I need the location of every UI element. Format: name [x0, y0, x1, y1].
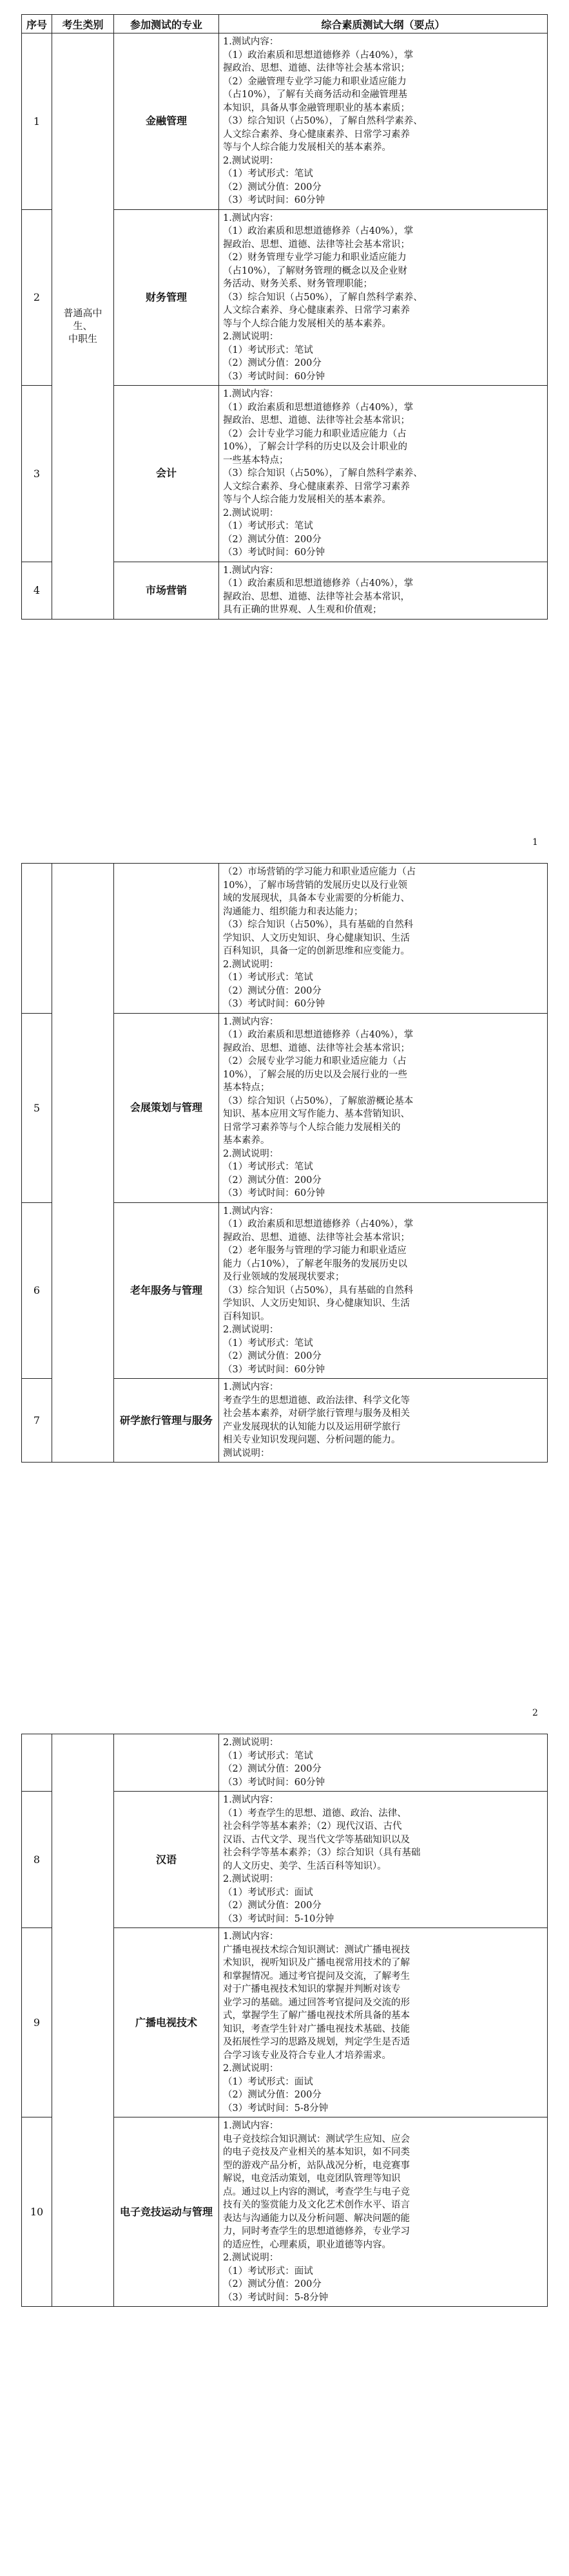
- outline-line: 1.测试内容：: [223, 37, 279, 47]
- outline-line: （3）综合知识（占50%），了解自然科学素养、: [223, 292, 423, 303]
- outline-line: 沟通能力、组织能力和表达能力；: [223, 906, 363, 917]
- outline-line: 相关专业知识发现问题、分析问题的能力。: [223, 1435, 401, 1445]
- outline-line: 1.测试内容：: [223, 1931, 279, 1942]
- outline-line: 本知识，具备从事金融管理职业的基本素质；: [223, 102, 410, 113]
- seq-cell: [22, 864, 52, 1014]
- outline-line: （占10%），了解财务管理的概念以及企业财: [223, 265, 407, 276]
- outline-line: 1.测试内容：: [223, 1016, 279, 1027]
- seq-cell: 4: [22, 562, 52, 619]
- outline-line: 2.测试说明：: [223, 1874, 279, 1884]
- outline-line: 等与个人综合能力发展相关的基本素养。: [223, 318, 391, 329]
- major-cell: 研学旅行管理与服务: [114, 1379, 219, 1463]
- outline-line: （2）市场营销的学习能力和职业适应能力（占: [223, 867, 416, 877]
- outline-line: （3）综合知识（占50%），具有基础的自然科: [223, 1285, 414, 1296]
- outline-line: （3）考试时间：60分钟: [223, 1364, 325, 1375]
- outline-line: （1）考试形式：面试: [223, 2266, 313, 2277]
- outline-line: 及行业领域的发展现状要求；: [223, 1272, 345, 1282]
- outline-line: 务活动、财务关系、财务管理职能；: [223, 279, 372, 289]
- outline-line: 1.测试内容：: [223, 389, 279, 399]
- seq-cell: 9: [22, 1928, 52, 2117]
- outline-line: （3）综合知识（占50%），具有基础的自然科: [223, 920, 414, 930]
- category-label-line: 普通高中: [63, 307, 102, 319]
- outline-cell: [219, 1202, 548, 1379]
- outline-line: 等与个人综合能力发展相关的基本素养。: [223, 495, 391, 505]
- header-outline: 综合素质测试大纲（要点）: [219, 15, 548, 33]
- outline-line: （2）测试分值：200分: [223, 2279, 322, 2289]
- outline-line: （3）考试时间：5-8分钟: [223, 2292, 329, 2303]
- outline-cell: [219, 386, 548, 562]
- outline-line: 10%），了解市场营销的发展历史以及行业领: [223, 880, 407, 891]
- outline-line: 一些基本特点；: [223, 455, 289, 466]
- table-header-row: [22, 15, 548, 33]
- outline-line: （1）考试形式：面试: [223, 2076, 313, 2087]
- outline-line: （3）考试时间：60分钟: [223, 371, 325, 382]
- outline-line: 术知识，视听知识及广播电视常用技术的了解: [223, 1958, 410, 1968]
- outline-line: 对于广播电视技术知识的掌握并判断对该专: [223, 1984, 401, 1994]
- outline-line: （1）考试形式：笔试: [223, 972, 313, 983]
- major-cell: 财务管理: [114, 209, 219, 386]
- outline-line: 1.测试内容：: [223, 1206, 279, 1217]
- outline-line: （3）考试时间：60分钟: [223, 547, 325, 558]
- outline-line: 2.测试说明：: [223, 959, 279, 970]
- outline-line: （2）金融管理专业学习能力和职业适应能力: [223, 76, 407, 87]
- major-cell: 金融管理: [114, 33, 219, 210]
- outline-line: 型的游戏产品分析，站队战况分析，电竞赛事: [223, 2160, 410, 2171]
- outline-line: （1）考试形式：笔试: [223, 1338, 313, 1349]
- outline-line: （1）政治素质和思想道德修养（占40%），掌: [223, 50, 414, 61]
- table-page-3: [21, 1734, 548, 2307]
- outline-line: （3）考试时间：5-8分钟: [223, 2103, 329, 2114]
- outline-line: 2.测试说明：: [223, 507, 279, 518]
- outline-line: 2.测试说明：: [223, 1325, 279, 1335]
- outline-line: （2）测试分值：200分: [223, 985, 322, 996]
- outline-line: 日常学习素养等与个人综合能力发展相关的: [223, 1122, 401, 1133]
- outline-line: 的人文历史、美学、生活百科等知识）。: [223, 1861, 387, 1871]
- outline-line: （2）测试分值：200分: [223, 1175, 322, 1186]
- outline-line: （2）测试分值：200分: [223, 1351, 322, 1361]
- outline-line: （1）政治素质和思想道德修养（占40%），掌: [223, 1030, 414, 1040]
- outline-line: 百科知识。: [223, 1311, 270, 1322]
- outline-line: 1.测试内容：: [223, 565, 279, 576]
- outline-line: 汉语、古代文学、现当代文学等基础知识以及: [223, 1834, 410, 1845]
- major-cell: 老年服务与管理: [114, 1202, 219, 1379]
- outline-line: （占10%），了解有关商务活动和金融管理基: [223, 90, 407, 100]
- outline-line: 具有正确的世界观、人生观和价值观；: [223, 605, 382, 615]
- outline-cell: [219, 1792, 548, 1928]
- table-page-1: [21, 14, 548, 620]
- outline-line: 域的发展现状，具备本专业需要的分析能力、: [223, 893, 410, 904]
- outline-line: 合学习该专业及符合专业人才培养需求。: [223, 2050, 391, 2061]
- outline-line: （1）政治素质和思想道德修养（占40%），掌: [223, 226, 414, 236]
- outline-line: （2）测试分值：200分: [223, 534, 322, 545]
- major-cell: 会展策划与管理: [114, 1013, 219, 1202]
- outline-line: （1）考试形式：笔试: [223, 345, 313, 355]
- outline-line: （1）政治素质和思想道德修养（占40%），掌: [223, 578, 414, 589]
- major-cell: [114, 1734, 219, 1792]
- outline-line: 点。通过以上内容的测试，考查学生与电子竞: [223, 2186, 410, 2197]
- outline-line: （2）测试分值：200分: [223, 358, 322, 368]
- outline-line: 解说，电竞活动策划，电竞团队管理等知识: [223, 2174, 401, 2184]
- major-cell: 市场营销: [114, 562, 219, 619]
- major-cell: 会计: [114, 386, 219, 562]
- outline-line: （3）考试时间：5-10分钟: [223, 1913, 334, 1924]
- outline-line: 2.测试说明：: [223, 1148, 279, 1159]
- table-row: [22, 1734, 548, 1792]
- outline-line: （3）考试时间：60分钟: [223, 1777, 325, 1788]
- outline-line: 学知识、人文历史知识、身心健康知识、生活: [223, 933, 410, 943]
- outline-line: 和掌握情况。通过考官提问及交流，了解考生: [223, 1971, 410, 1982]
- category-label-line: 生、: [73, 320, 93, 332]
- major-cell: [114, 864, 219, 1014]
- outline-line: 力，同时考查学生的思想道德修养，专业学习: [223, 2226, 410, 2237]
- outline-line: 2.测试说明：: [223, 2253, 279, 2263]
- outline-line: （2）测试分值：200分: [223, 1764, 322, 1774]
- outline-line: 2.测试说明：: [223, 1738, 279, 1748]
- outline-line: 1.测试内容：: [223, 2121, 279, 2131]
- table-row: [22, 864, 548, 1014]
- outline-line: 能力（占10%），了解老年服务的发展历史以: [223, 1258, 407, 1269]
- outline-line: （3）考试时间：60分钟: [223, 1188, 325, 1198]
- outline-cell: [219, 1928, 548, 2117]
- outline-cell: [219, 1379, 548, 1463]
- seq-cell: [22, 1734, 52, 1792]
- outline-line: （2）会展专业学习能力和职业适应能力（占: [223, 1056, 407, 1066]
- outline-line: 及拓展性学习的思路及规划，判定学生是否适: [223, 2037, 410, 2047]
- outline-cell: [219, 2117, 548, 2307]
- outline-line: （2）测试分值：200分: [223, 182, 322, 193]
- outline-line: 人文综合素养、身心健康素养、日常学习素养: [223, 129, 410, 140]
- seq-cell: 5: [22, 1013, 52, 1202]
- outline-cell: [219, 562, 548, 619]
- outline-line: 握政治、思想、道德、法律等社会基本常识；: [223, 1232, 410, 1243]
- page-number: 1: [532, 837, 538, 848]
- outline-line: 握政治、思想、道德、法律等社会基本常识；: [223, 1043, 410, 1054]
- outline-line: 1.测试内容：: [223, 1795, 279, 1805]
- outline-line: 握政治、思想、道德、法律等社会基本常识；: [223, 415, 410, 426]
- outline-cell: [219, 33, 548, 210]
- outline-line: 基本素养。: [223, 1135, 270, 1146]
- seq-cell: 7: [22, 1379, 52, 1463]
- outline-line: 测试说明：: [223, 1448, 270, 1459]
- major-cell: 广播电视技术: [114, 1928, 219, 2117]
- category-cell: [52, 33, 114, 620]
- outline-line: 业学习的基础。通过回答考官提问及交流的形: [223, 1997, 410, 2008]
- page-number: 2: [532, 1708, 538, 1718]
- outline-line: （3）综合知识（占50%），了解旅游概论基本: [223, 1095, 414, 1106]
- outline-line: 1.测试内容：: [223, 213, 279, 223]
- seq-cell: 8: [22, 1792, 52, 1928]
- outline-cell: [219, 209, 548, 386]
- seq-cell: 10: [22, 2117, 52, 2307]
- outline-line: （1）考试形式：面试: [223, 1887, 313, 1898]
- outline-line: 10%），了解会计学科的历史以及会计职业的: [223, 442, 407, 452]
- outline-line: （2）财务管理专业学习能力和职业适应能力: [223, 252, 407, 263]
- outline-line: （1）考试形式：笔试: [223, 521, 313, 531]
- seq-cell: 2: [22, 209, 52, 386]
- outline-line: 式，掌握学生了解广播电视技术所具备的基本: [223, 2011, 410, 2021]
- outline-cell: [219, 1734, 548, 1792]
- outline-line: 社会科学等基本素养；（2）现代汉语、古代: [223, 1821, 402, 1832]
- category-cell: [52, 1734, 114, 2307]
- outline-line: （3）综合知识（占50%），了解自然科学素养、: [223, 116, 423, 126]
- header-category: 考生类别: [52, 15, 114, 33]
- outline-line: 社会科学等基本素养；（3）综合知识（具有基础: [223, 1848, 421, 1858]
- outline-line: 基本特点；: [223, 1083, 270, 1093]
- outline-line: 广播电视技术综合知识测试：测试广播电视技: [223, 1944, 410, 1955]
- outline-line: 表达与沟通能力以及分析问题、解决问题的能: [223, 2213, 410, 2224]
- outline-line: 的适应性，心理素质，职业道德等内容。: [223, 2239, 391, 2250]
- outline-line: 2.测试说明：: [223, 2063, 279, 2074]
- outline-line: （1）考试形式：笔试: [223, 169, 313, 179]
- outline-line: 产业发展现状的认知能力以及运用研学旅行: [223, 1421, 401, 1432]
- outline-cell: [219, 864, 548, 1014]
- outline-line: 学知识、人文历史知识、身心健康知识、生活: [223, 1298, 410, 1309]
- outline-line: （1）考查学生的思想、道德、政治、法律、: [223, 1808, 407, 1819]
- outline-line: （2）会计专业学习能力和职业适应能力（占: [223, 428, 407, 439]
- major-cell: 电子竞技运动与管理: [114, 2117, 219, 2307]
- outline-line: （2）测试分值：200分: [223, 1900, 322, 1911]
- outline-line: 社会基本素养，对研学旅行管理与服务及相关: [223, 1408, 410, 1419]
- header-major: 参加测试的专业: [114, 15, 219, 33]
- outline-line: 人文综合素养、身心健康素养、日常学习素养: [223, 305, 410, 316]
- seq-cell: 3: [22, 386, 52, 562]
- outline-line: 2.测试说明：: [223, 332, 279, 342]
- outline-line: 握政治、思想、道德、法律等社会基本常识，: [223, 591, 410, 602]
- outline-line: 握政治、思想、道德、法律等社会基本常识；: [223, 239, 410, 250]
- outline-line: 百科知识，具备一定的创新思维和应变能力。: [223, 946, 410, 956]
- outline-line: 10%），了解会展的历史以及会展行业的一些: [223, 1069, 407, 1080]
- outline-line: （2）老年服务与管理的学习能力和职业适应: [223, 1245, 407, 1256]
- major-cell: 汉语: [114, 1792, 219, 1928]
- category-cell: [52, 864, 114, 1463]
- outline-line: 等与个人综合能力发展相关的基本素养。: [223, 142, 391, 153]
- outline-line: （2）测试分值：200分: [223, 2090, 322, 2100]
- outline-line: （3）考试时间：60分钟: [223, 999, 325, 1009]
- outline-line: 技有关的鉴赏能力及文化艺术创作水平、语言: [223, 2200, 410, 2210]
- outline-line: 握政治、思想、道德、法律等社会基本常识；: [223, 63, 410, 73]
- outline-line: 1.测试内容：: [223, 1382, 279, 1392]
- header-seq: 序号: [22, 15, 52, 33]
- outline-line: 知识、基本应用文写作能力、基本营销知识、: [223, 1109, 410, 1119]
- outline-line: 的电子竞技及产业相关的基本知识，如不同类: [223, 2147, 410, 2157]
- seq-cell: 6: [22, 1202, 52, 1379]
- outline-line: （3）综合知识（占50%），了解自然科学素养、: [223, 468, 423, 478]
- outline-line: 人文综合素养、身心健康素养、日常学习素养: [223, 481, 410, 492]
- outline-line: 2.测试说明：: [223, 155, 279, 166]
- seq-cell: 1: [22, 33, 52, 210]
- outline-line: （1）考试形式：笔试: [223, 1162, 313, 1172]
- outline-line: （1）政治素质和思想道德修养（占40%），掌: [223, 1219, 414, 1229]
- table-row: [22, 33, 548, 210]
- category-label-line: 中职生: [68, 333, 97, 345]
- outline-line: （3）考试时间：60分钟: [223, 195, 325, 205]
- outline-cell: [219, 1013, 548, 1202]
- outline-line: （1）考试形式：笔试: [223, 1750, 313, 1761]
- outline-line: 电子竞技综合知识测试：测试学生应知、应会: [223, 2134, 410, 2145]
- table-page-2: [21, 863, 548, 1463]
- outline-line: 考查学生的思想道德、政治法律、科学文化等: [223, 1395, 410, 1406]
- outline-line: （1）政治素质和思想道德修养（占40%），掌: [223, 402, 414, 413]
- outline-line: 知识，考查学生针对广播电视技术基础、技能: [223, 2023, 410, 2034]
